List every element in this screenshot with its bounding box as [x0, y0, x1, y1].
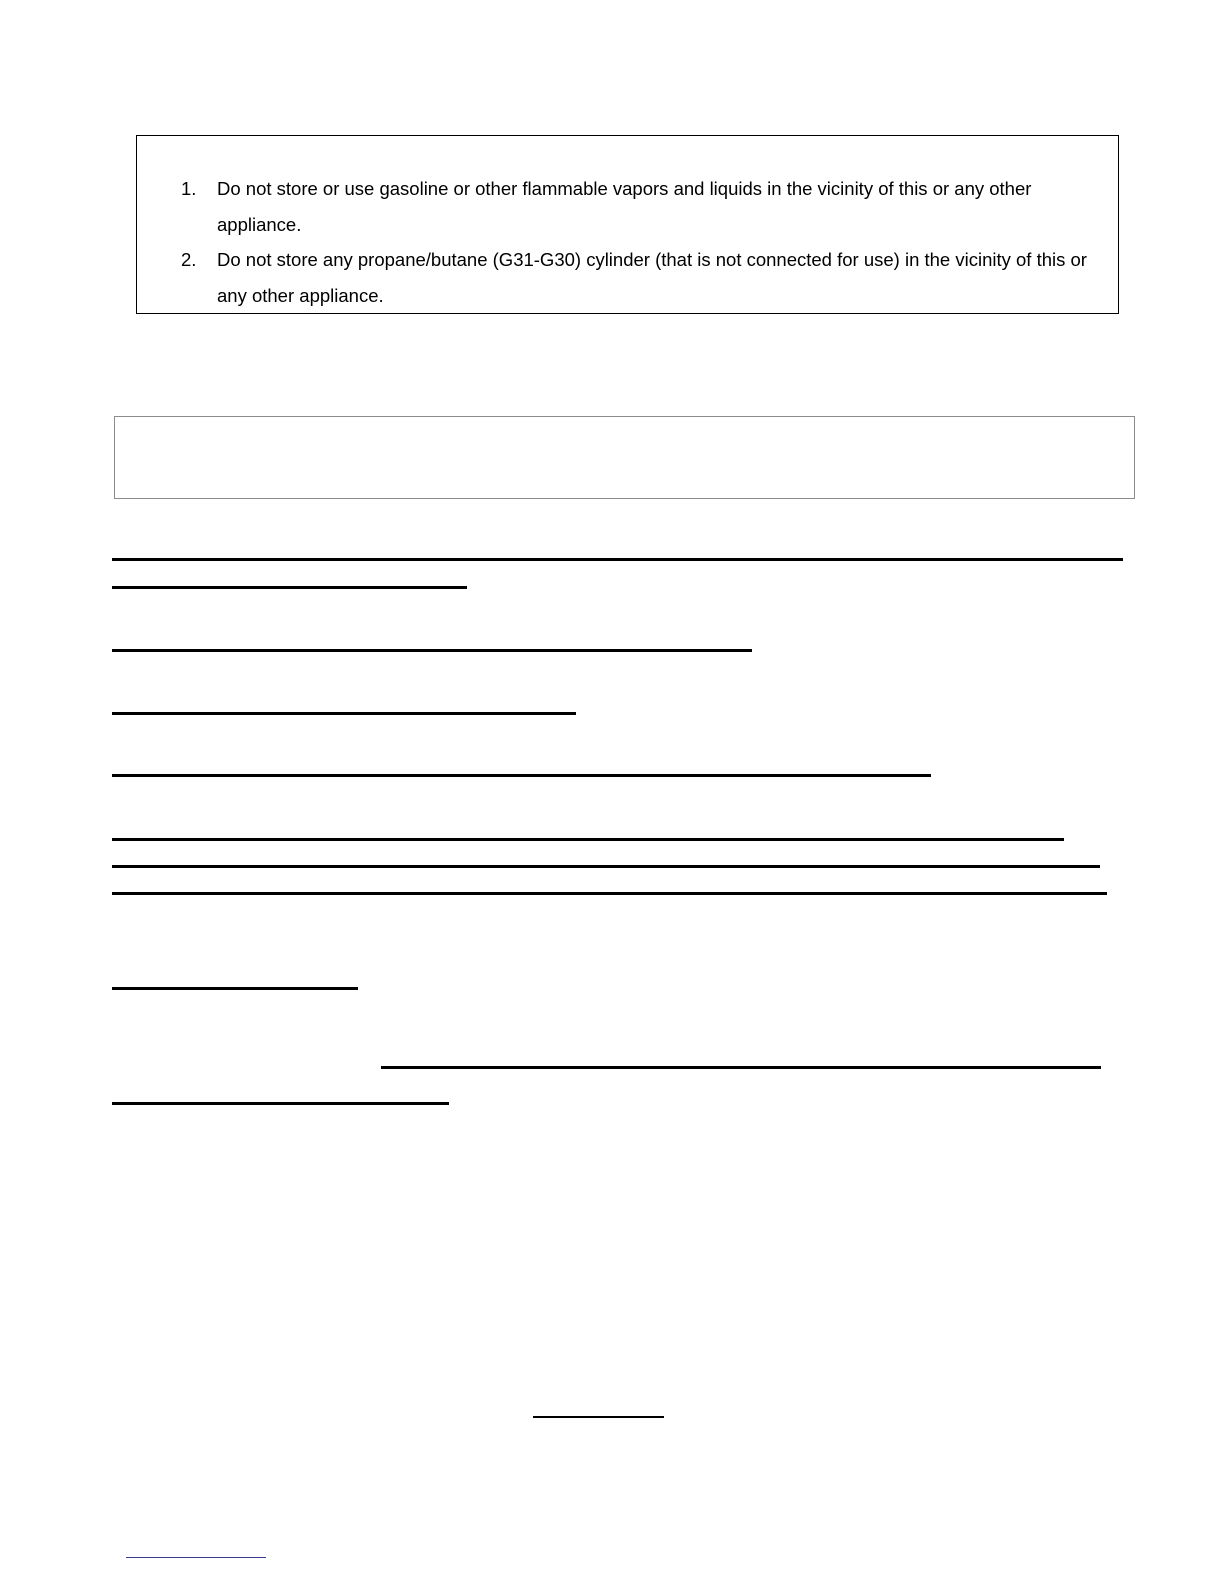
empty-box	[114, 416, 1135, 499]
underline-rule	[112, 649, 752, 652]
underline-rule	[533, 1416, 664, 1418]
underline-rule	[112, 774, 931, 777]
underline-rule	[112, 865, 1100, 868]
item-text: Do not store or use gasoline or other flammable vapors and liquids in the vicinity of this or any other appliance.	[217, 178, 1032, 235]
warning-box	[136, 135, 1119, 314]
warning-item	[137, 242, 1118, 313]
warning-list	[137, 171, 1118, 313]
underline-rule	[112, 558, 1123, 561]
underline-rule	[112, 838, 1064, 841]
footnote-separator	[126, 1557, 266, 1558]
underline-rule	[112, 586, 467, 589]
item-text: Do not store any propane/butane (G31-G30) cylinder (that is not connected for use) in the vicinity of this or any other appliance.	[217, 249, 1087, 306]
underline-rule	[112, 1102, 449, 1105]
underline-rule	[112, 987, 358, 990]
item-number: 1.	[181, 178, 197, 199]
warning-item	[137, 171, 1118, 242]
underline-rule	[112, 892, 1107, 895]
underline-rule	[381, 1066, 1101, 1069]
item-number: 2.	[181, 249, 197, 270]
underline-rule	[112, 712, 576, 715]
